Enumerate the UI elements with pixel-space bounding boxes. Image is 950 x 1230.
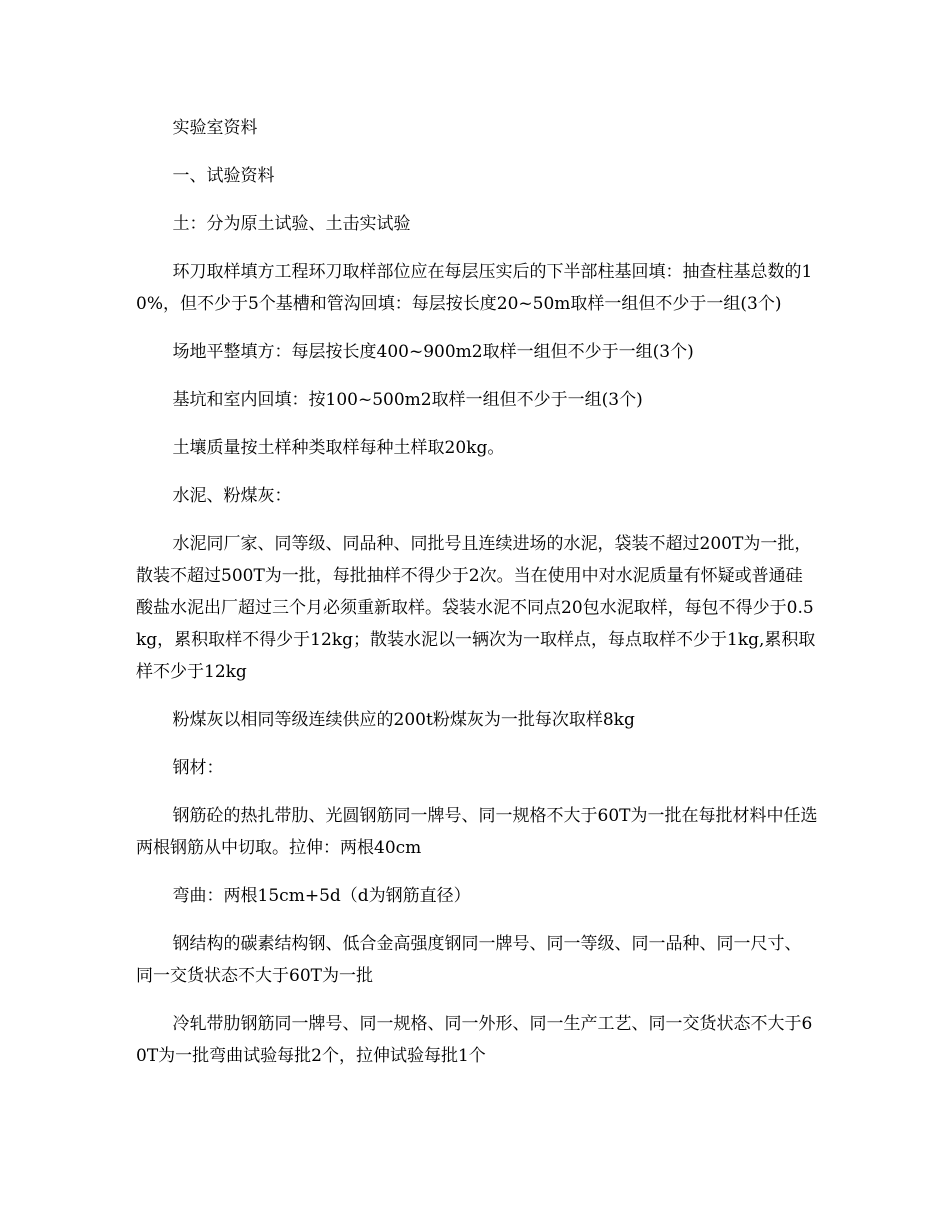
- paragraph-soil-quality: 土壤质量按土样种类取样每种土样取20kg。: [172, 438, 505, 458]
- paragraph-cement-sampling: 水泥同厂家、同等级、同品种、同批号且连续进场的水泥，袋装不超过200T为一批，散装不超过500T为一批，每批抽样不得少于2次。当在使用中对水泥质量有怀疑或普通硅酸盐水泥出厂超过三个月必须重新取样。袋装水泥不同点20包水泥取样，每包不得少于0.5kg，累积取样不得少于12kg；散装水泥以一辆次为一取样点，每点取样不少于1kg,累积取样不少于12kg: [136, 534, 816, 682]
- paragraph-rebar-sampling: 钢筋砼的热扎带肋、光圆钢筋同一牌号、同一规格不大于60T为一批在每批材料中任选两根钢筋从中切取。拉伸：两根40cm: [136, 806, 818, 858]
- paragraph-structural-steel: 钢结构的碳素结构钢、低合金高强度钢同一牌号、同一等级、同一品种、同一尺寸、同一交货状态不大于60T为一批: [136, 934, 802, 986]
- paragraph-bending: 弯曲：两根15cm+5d（d为钢筋直径）: [172, 886, 471, 906]
- paragraph-pit-backfill: 基坑和室内回填：按100~500m2取样一组但不少于一组(3个): [172, 390, 643, 410]
- paragraph-cold-rolled-rebar: 冷轧带肋钢筋同一牌号、同一规格、同一外形、同一生产工艺、同一交货状态不大于60T为一批弯曲试验每批2个，拉伸试验每批1个: [136, 1014, 813, 1066]
- paragraph-site-leveling: 场地平整填方：每层按长度400~900m2取样一组但不少于一组(3个): [172, 342, 694, 362]
- section-heading: 一、试验资料: [172, 166, 275, 186]
- subsection-soil: 土：分为原土试验、土击实试验: [172, 214, 411, 234]
- paragraph-ring-knife-sampling: 环刀取样填方工程环刀取样部位应在每层压实后的下半部柱基回填：抽查柱基总数的10%，但不少于5个基槽和管沟回填：每层按长度20~50m取样一组但不少于一组(3个): [136, 262, 813, 314]
- subsection-steel: 钢材：: [172, 758, 224, 778]
- paragraph-flyash-sampling: 粉煤灰以相同等级连续供应的200t粉煤灰为一批每次取样8kg: [172, 710, 635, 730]
- subsection-cement-flyash: 水泥、粉煤灰：: [172, 486, 292, 506]
- document-title: 实验室资料: [172, 118, 258, 138]
